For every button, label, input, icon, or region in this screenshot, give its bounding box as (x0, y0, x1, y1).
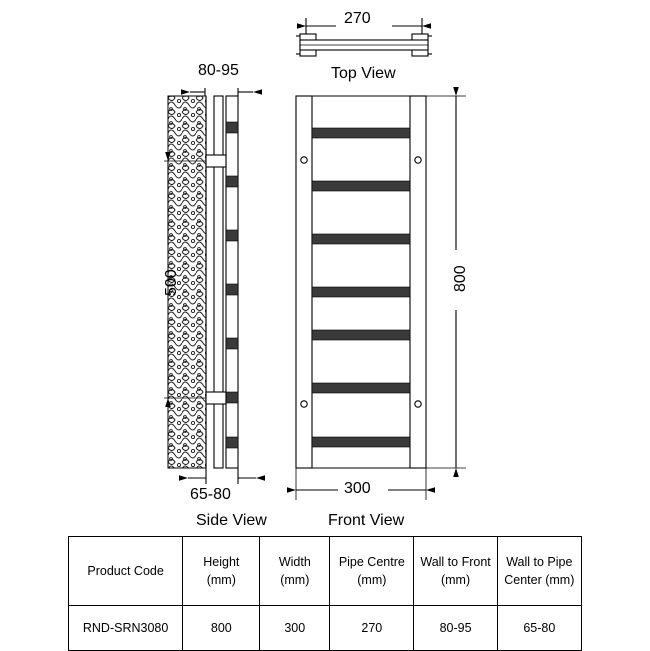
side-view-title: Side View (196, 512, 267, 529)
header-height-line2: (mm) (206, 573, 236, 587)
front-view-title: Front View (328, 512, 405, 529)
header-width-line1: Width (278, 554, 311, 569)
header-height (183, 537, 260, 606)
header-product-code-line1: Product Code (87, 563, 164, 578)
dim-front-height-label: 800 (452, 265, 469, 292)
cell-product-code: RND-SRN3080 (69, 606, 183, 651)
header-wall-to-pipe-line1: Wall to Pipe (506, 554, 573, 569)
header-width-line2: (mm) (280, 573, 310, 587)
cell-width: 300 (260, 606, 330, 651)
header-pipe-centre-line2: (mm) (357, 573, 387, 587)
header-height-line1: Height (203, 554, 240, 569)
dim-top-width-label: 270 (344, 10, 371, 27)
dim-side-depth-label: 80-95 (198, 62, 239, 79)
dim-front-width-label: 300 (344, 480, 371, 497)
header-product-code (69, 537, 183, 606)
header-pipe-centre-line1: Pipe Centre (338, 554, 405, 569)
specification-table (68, 536, 582, 651)
cell-pipe-centre: 270 (330, 606, 414, 651)
header-wall-to-pipe-line2: Center (mm) (504, 573, 575, 587)
header-width (260, 537, 330, 606)
cell-wall-to-pipe: 65-80 (497, 606, 581, 651)
header-wall-to-pipe-center (497, 537, 581, 606)
header-wall-to-front (414, 537, 497, 606)
dim-side-bottom-label: 65-80 (190, 486, 231, 503)
cell-wall-to-front: 80-95 (414, 606, 497, 651)
table-header-row (69, 537, 582, 606)
header-wall-to-front-line1: Wall to Front (420, 554, 491, 569)
header-wall-to-front-line2: (mm) (440, 573, 471, 587)
dim-side-height-label: 500 (163, 269, 180, 296)
top-view-title: Top View (331, 65, 396, 82)
header-pipe-centre (330, 537, 414, 606)
cell-height: 800 (183, 606, 260, 651)
table-row (69, 606, 582, 651)
